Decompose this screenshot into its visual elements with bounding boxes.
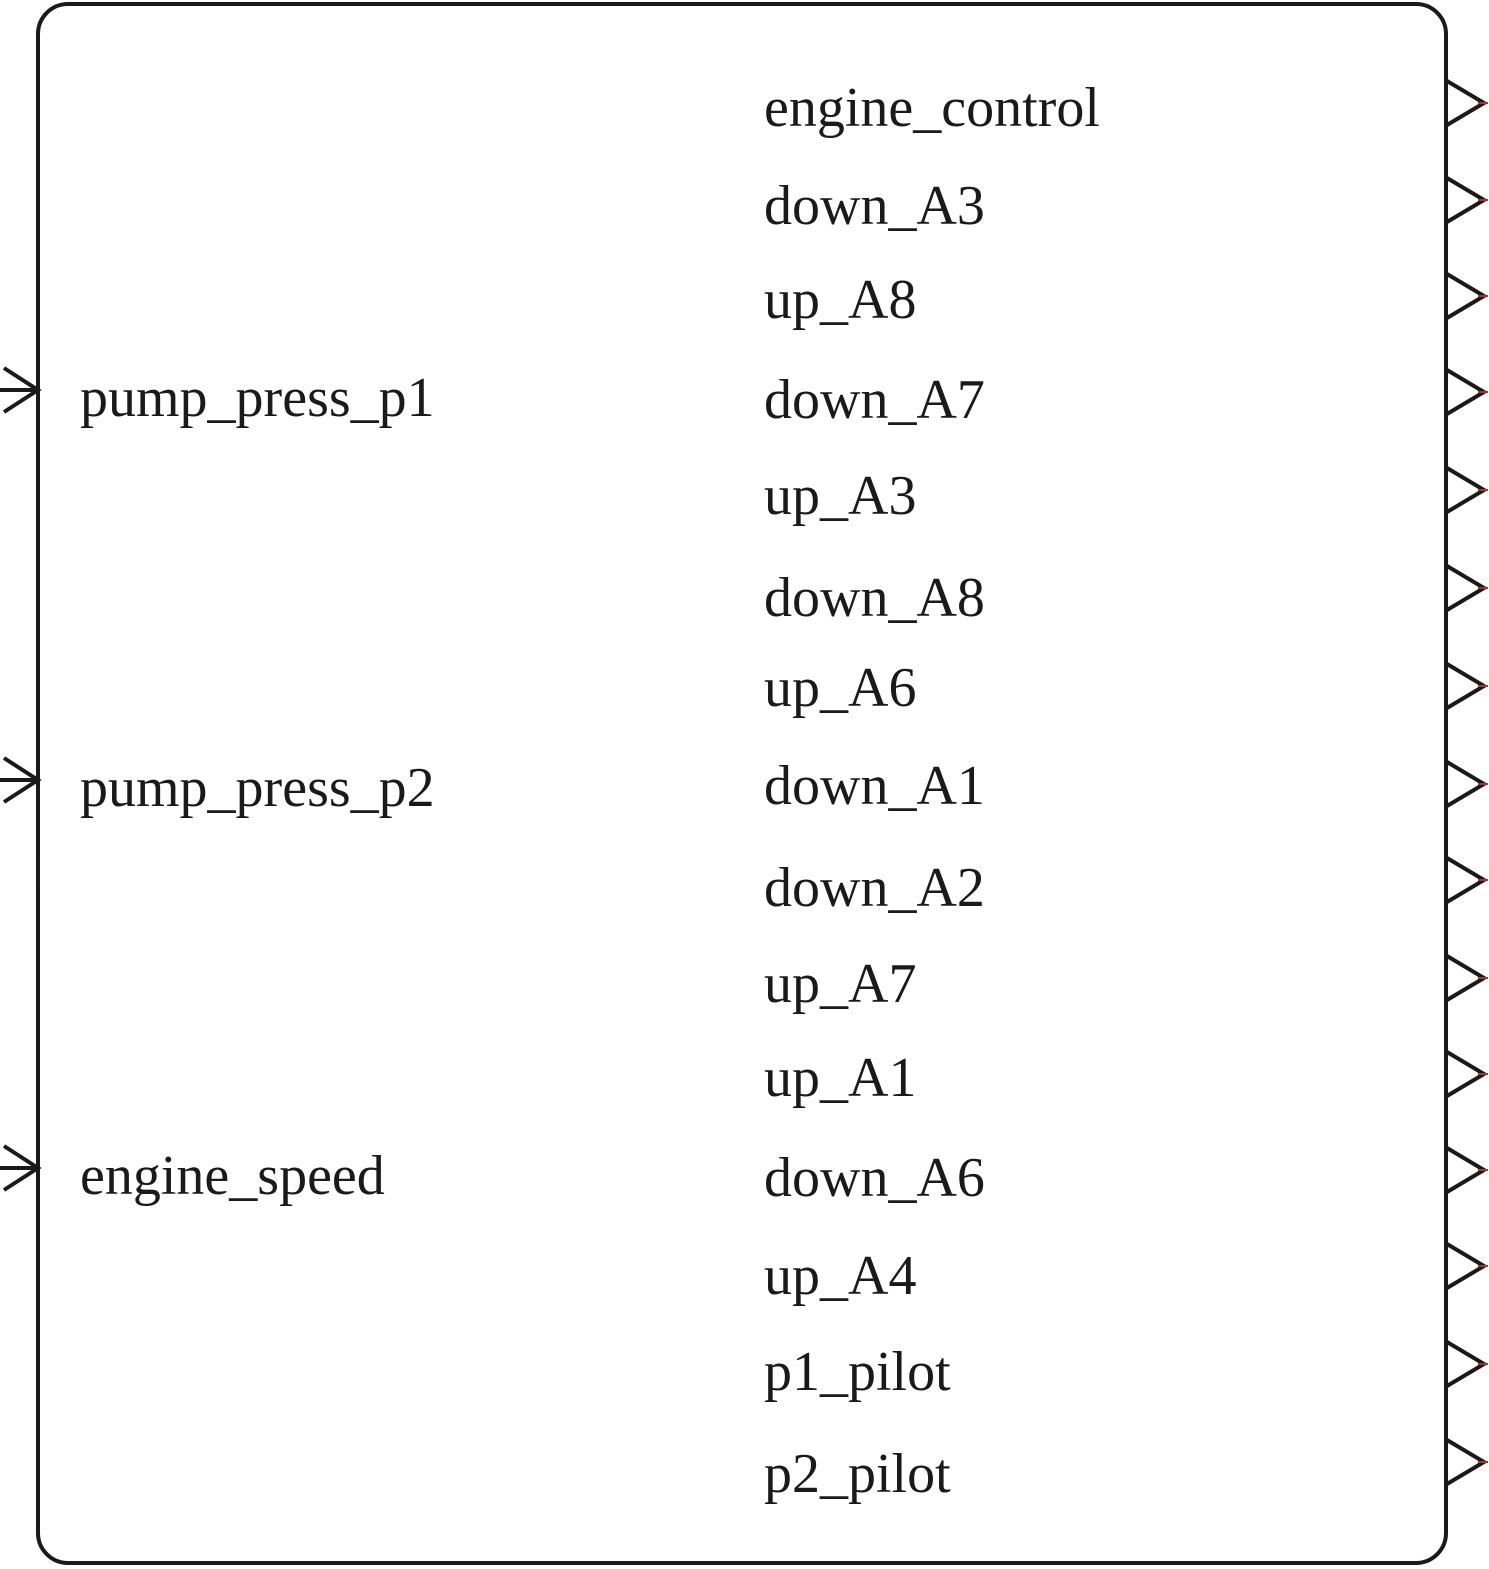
output-port-label: p2_pilot [764,1443,951,1505]
output-port-label: down_A8 [764,567,985,629]
input-port-arrow[interactable] [0,1146,38,1190]
output-port-label: up_A1 [764,1047,917,1109]
output-port-label: up_A3 [764,465,917,527]
input-port-label: pump_press_p1 [80,367,435,429]
output-port-label: engine_control [764,77,1100,139]
output-port-label: up_A8 [764,269,917,331]
output-port-label: up_A7 [764,953,917,1015]
input-port-label: engine_speed [80,1145,385,1207]
output-port-label: down_A1 [764,755,985,817]
input-port-arrow[interactable] [0,368,38,412]
output-port-label: down_A6 [764,1147,985,1209]
input-port-label: pump_press_p2 [80,757,435,819]
output-port-label: down_A3 [764,175,985,237]
output-port-label: p1_pilot [764,1341,951,1403]
input-port-arrow[interactable] [0,758,38,802]
output-port-label: down_A2 [764,857,985,919]
output-port-label: up_A6 [764,657,917,719]
output-port-label: down_A7 [764,369,985,431]
output-port-label: up_A4 [764,1245,917,1307]
